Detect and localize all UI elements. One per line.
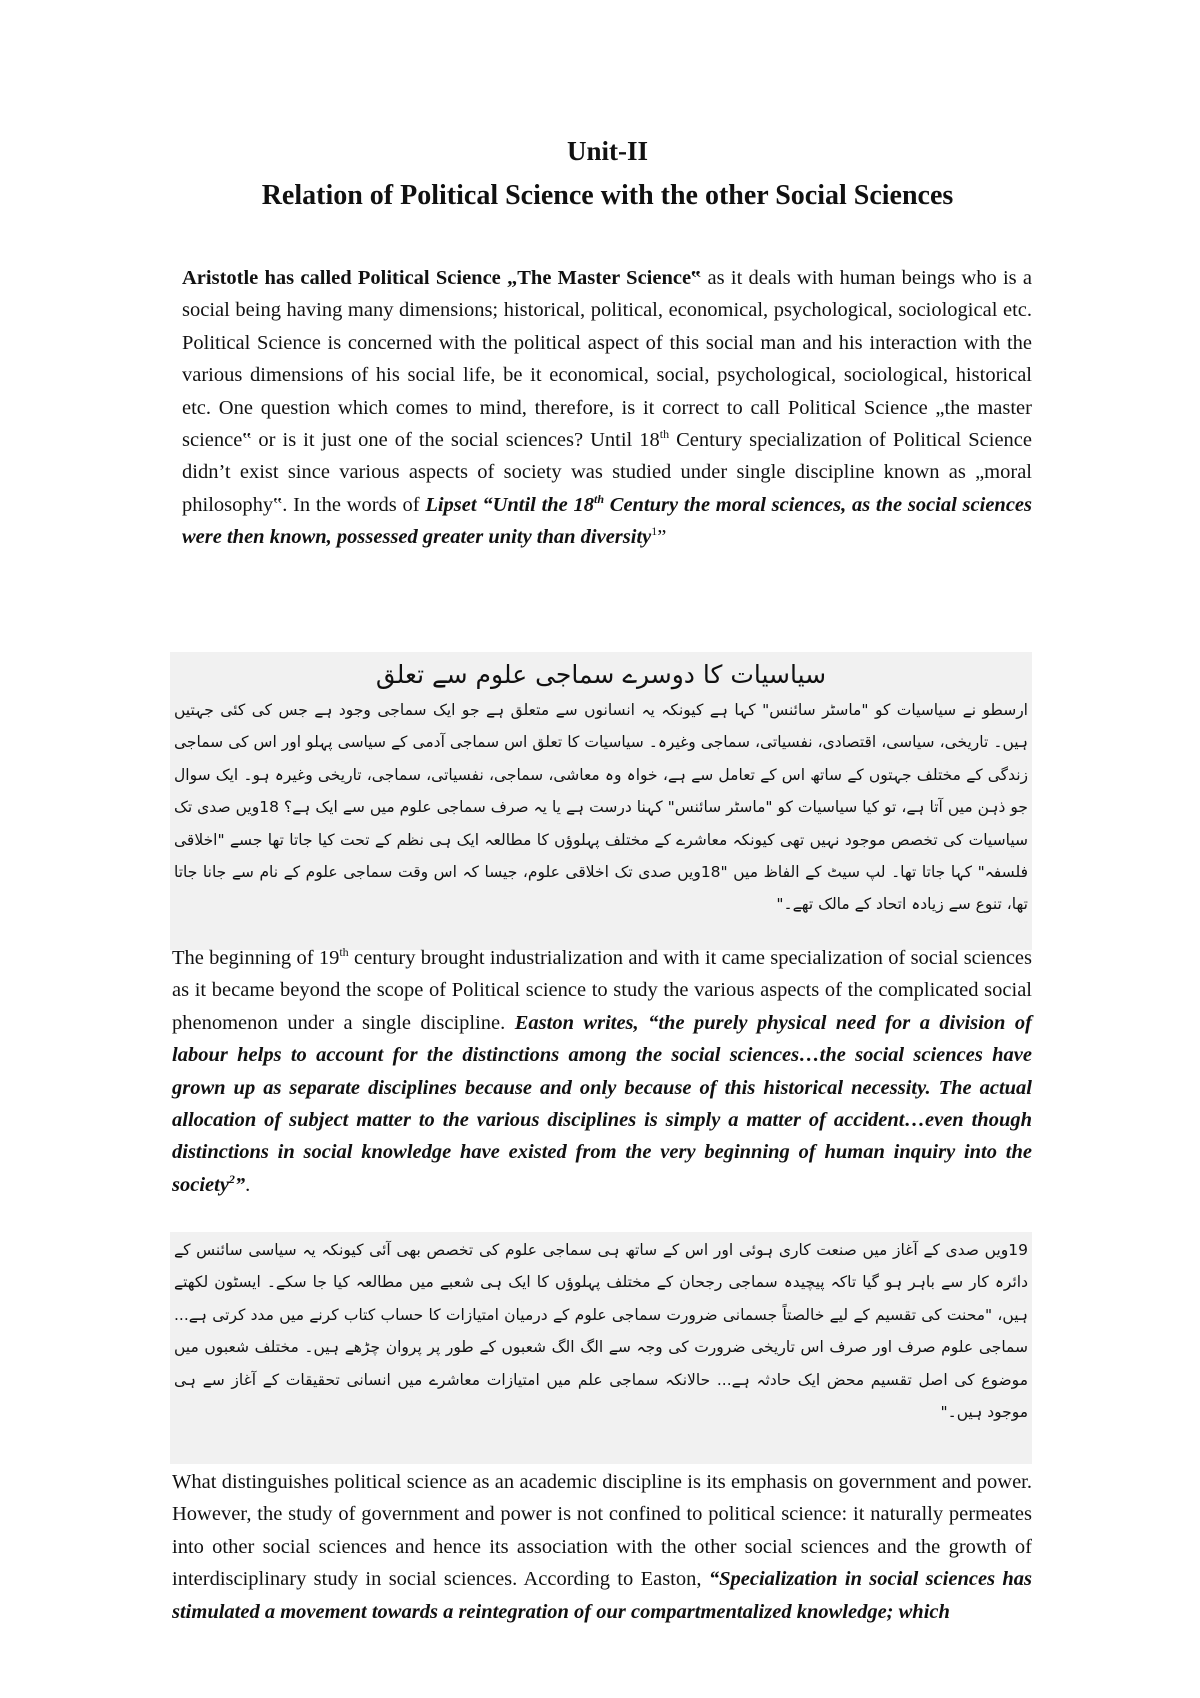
superscript: th: [339, 945, 349, 960]
easton-quote: Easton writes, “the purely physical need for a division of labour helps to account for the distinctions among the social sciences…the social sciences have grown up as separate disciplines because and only because of this historical necessity. The actual allocation of subject matter to the various disciplines is simply a matter of accident…even though distinctions in social knowledge have existed from the very beginning of human inquiry into the society: [172, 1011, 1032, 1196]
page-title: Relation of Political Science with the other Social Sciences: [261, 180, 954, 211]
lipset-name: Lipset: [425, 493, 477, 516]
urdu-section-1: [170, 652, 1032, 950]
unit-heading: Unit-II: [566, 136, 648, 166]
urdu-paragraph: 19ویں صدی کے آغاز میں صنعت کاری ہوئی اور اس کے ساتھ ہی سماجی علوم کی تخصص بھی آئی کیونکہ یہ سیاسی سائنس کے دائرہ کار سے باہر ہو گیا تاکہ پیچیدہ سماجی رجحان کے مختلف پہلوؤں کا ایک ہی شعبے میں مطالعہ کیا جا سکے۔ ایسٹون لکھتے ہیں، "محنت کی تقسیم کے لیے خالصتاً جسمانی ضرورت سماجی علوم کے درمیان امتیازات کا حساب کتاب کرنے میں مدد کرتی ہے... سماجی علوم صرف اور صرف اس تاریخی ضرورت کی وجہ سے الگ الگ شعبوں کے طور پر پروان چڑھے ہیں۔ مختلف شعبوں میں موضوع کی اصل تقسیم محض ایک حادثہ ہے... حالانکہ سماجی علم میں امتیازات معاشرے میں انسانی تحقیقات کے آغاز سے ہی موجود ہیں۔": [174, 1241, 1028, 1422]
lipset-quote: Century the moral sciences, as the social sciences were then known, possessed greater unity than diversity: [182, 493, 1032, 549]
urdu-title: سیاسیات کا دوسرے سماجی علوم سے تعلق: [375, 660, 827, 689]
superscript: th: [594, 492, 605, 507]
paragraph-government-power: [172, 1466, 1032, 1628]
easton-quote: “Specialization in social sciences has stimulated a movement towards a reintegration of our compartmentalized knowledge; which: [172, 1568, 1032, 1623]
urdu-section-2: [170, 1232, 1032, 1464]
paragraph-aristotle: [182, 262, 1032, 554]
quote-close: ”: [657, 526, 667, 549]
paragraph-text: as it deals with human beings who is a social being having many dimensions; historical, political, economical, psychological, sociological etc. Political Science is concerned with the political aspect of this social man and his interaction with the various dimensions of his social life, be it economical, social, psychological, sociological, historical etc. One question which comes to mind, therefore, is it correct to call Political Science „the master science‟ or is it just one of the social sciences? Until 18: [182, 267, 1032, 452]
footnote-ref: 2: [228, 1172, 235, 1187]
paragraph-text: What distinguishes political science as an academic discipline is its emphasis on government and power. However, the study of government and power is not confined to political science: it naturally permeates into other social sciences and hence its association with the other social sciences and the growth of interdisciplinary study in social sciences. According to Easton,: [172, 1471, 1032, 1591]
paragraph-tail: .: [245, 1173, 251, 1196]
footnote-ref: 1: [651, 524, 658, 539]
paragraph-industrialization: [172, 942, 1032, 1201]
lipset-quote: “Until the 18: [476, 493, 595, 516]
paragraph-text: century brought industrialization and with it came specialization of social sciences as it became beyond the scope of Political science to study the various aspects of the complicated social phenomenon under a single discipline.: [172, 947, 1032, 1034]
paragraph-text: The beginning of 19: [172, 947, 340, 969]
urdu-paragraph: ارسطو نے سیاسیات کو "ماسٹر سائنس" کہا ہے کیونکہ یہ انسانوں سے متعلق ہے جو ایک سماجی وجود ہے جس کی کئی جہتیں ہیں۔ تاریخی، سیاسی، اقتصادی، نفسیاتی، سماجی وغیرہ۔ سیاسیات کا تعلق اس سماجی آدمی کے سیاسی پہلو اور اس کی سماجی زندگی کے مختلف جہتوں کے ساتھ اس کے تعامل سے ہے، خواہ وہ معاشی، سماجی، نفسیاتی، سماجی، تاریخی وغیرہ ہو۔ ایک سوال جو ذہن میں آتا ہے، تو کیا سیاسیات کو "ماسٹر سائنس" کہنا درست ہے یا یہ صرف سماجی علوم میں سے ایک ہے؟ 18ویں صدی تک سیاسیات کی تخصص موجود نہیں تھی کیونکہ معاشرے کے مختلف پہلوؤں کا مطالعہ ایک ہی نظم کے تحت کیا جاتا تھا جسے "اخلاقی فلسفہ" کہا جاتا تھا۔ لپ سیٹ کے الفاظ میں "18ویں صدی تک اخلاقی علوم، جیسا کہ اس وقت سماجی علوم کے نام سے جانا جاتا تھا، تنوع سے زیادہ اتحاد کے مالک تھے۔": [174, 701, 1029, 914]
paragraph-text: Century specialization of Political Science didn’t exist since various aspects of society was studied under single discipline known as „moral philosophy‟. In the words of: [182, 429, 1032, 516]
superscript: th: [659, 427, 670, 442]
aristotle-lead: Aristotle has called Political Science „The Master Science‟: [182, 267, 702, 289]
quote-close: ”: [234, 1173, 246, 1196]
